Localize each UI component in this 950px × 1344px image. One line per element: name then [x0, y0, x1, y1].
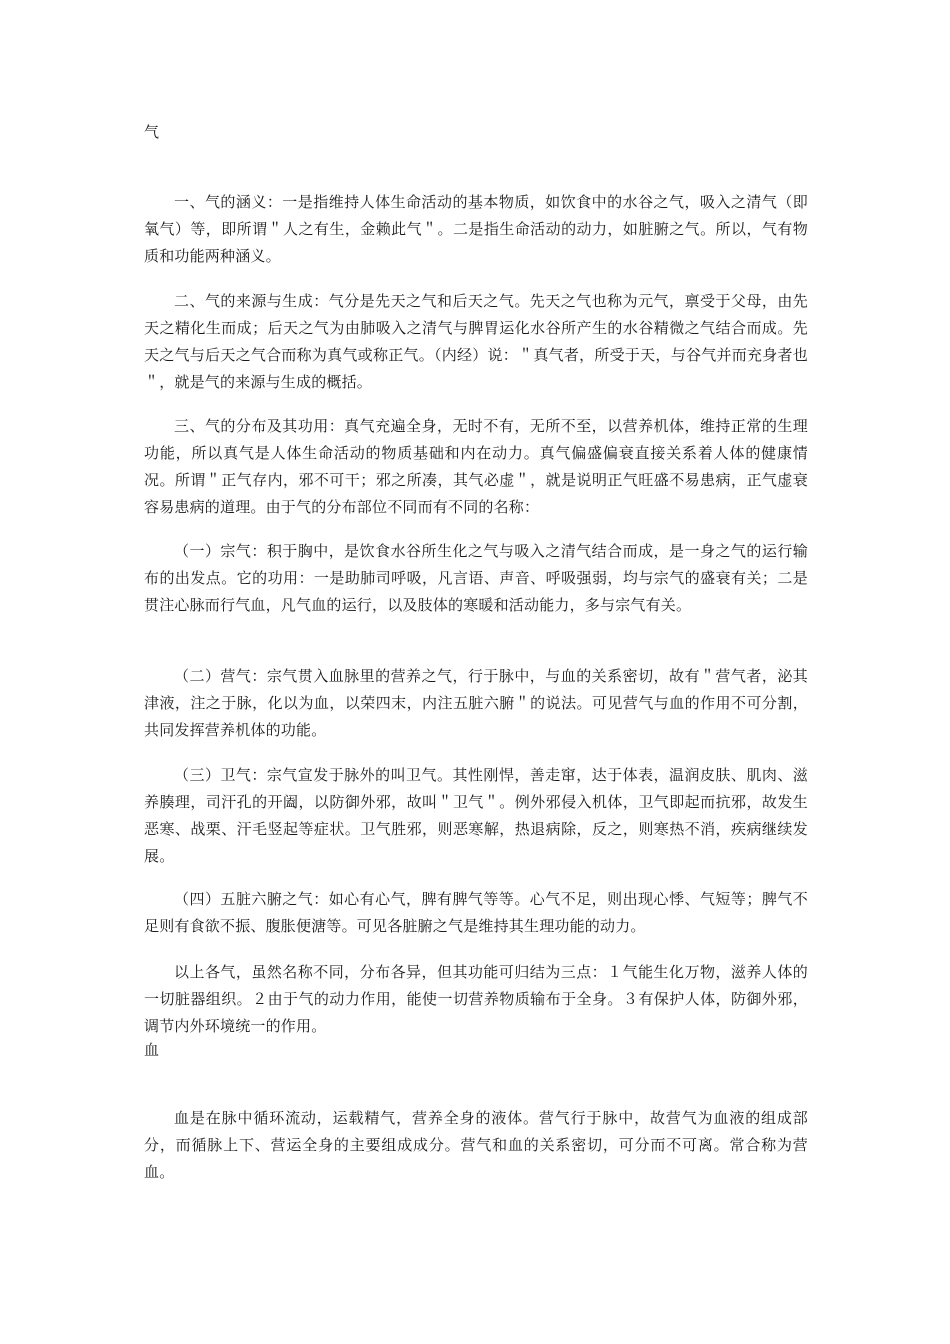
paragraph-organ-qi: （四）五脏六腑之气：如心有心气，脾有脾气等等。心气不足，则出现心悸、气短等；脾气不足则有食欲不振、腹胀便溏等。可见各脏腑之气是维持其生理功能的动力。 [144, 890, 808, 935]
section-title-blood: 血 [144, 1041, 160, 1059]
paragraph-qi-origin: 二、气的来源与生成：气分是先天之气和后天之气。先天之气也称为元气，禀受于父母，由先天之精化生而成；后天之气为由肺吸入之清气与脾胃运化水谷所产生的水谷精微之气结合而成。先天之气与后天之气合而称为真气或称正气。（内经）说：＂真气者，所受于天，与谷气并而充身者也＂，就是气的来源与生成的概括。 [144, 292, 808, 391]
paragraph-zong-qi: （一）宗气：积于胸中，是饮食水谷所生化之气与吸入之清气结合而成，是一身之气的运行输布的出发点。它的功用：一是助肺司呼吸，凡言语、声音、呼吸强弱，均与宗气的盛衰有关；二是贯注心脉而行气血，凡气血的运行，以及肢体的寒暖和活动能力，多与宗气有关。 [144, 542, 808, 614]
paragraph-qi-summary: 以上各气，虽然名称不同，分布各异，但其功能可归结为三点：１气能生化万物，滋养人体的一切脏器组织。２由于气的动力作用，能使一切营养物质输布于全身。３有保护人体，防御外邪，调节内外环境统一的作用。 [144, 963, 808, 1035]
paragraph-wei-qi: （三）卫气：宗气宣发于脉外的叫卫气。其性刚悍，善走窜，达于体表，温润皮肤、肌肉、滋养腠理，司汗孔的开阖，以防御外邪，故叫＂卫气＂。例外邪侵入机体，卫气即起而抗邪，故发生恶寒、战栗、汗毛竖起等症状。卫气胜邪，则恶寒解，热退病除，反之，则寒热不消，疾病继续发展。 [144, 766, 808, 865]
section-title-qi: 气 [144, 123, 160, 141]
paragraph-blood: 血是在脉中循环流动，运载精气，营养全身的液体。营气行于脉中，故营气为血液的组成部分，而循脉上下、营运全身的主要组成成分。营气和血的关系密切，可分而不可离。常合称为营血。 [144, 1109, 808, 1181]
paragraph-ying-qi: （二）营气：宗气贯入血脉里的营养之气，行于脉中，与血的关系密切，故有＂营气者，泌其津液，注之于脉，化以为血，以荣四末，内注五脏六腑＂的说法。可见营气与血的作用不可分割，共同发挥营养机体的功能。 [144, 667, 808, 739]
paragraph-qi-distribution: 三、气的分布及其功用：真气充遍全身，无时不有，无所不至，以营养机体，维持正常的生理功能，所以真气是人体生命活动的物质基础和内在动力。真气偏盛偏衰直接关系着人体的健康情况。所谓＂正气存内，邪不可干；邪之所凑，其气必虚＂，就是说明正气旺盛不易患病，正气虚衰容易患病的道理。由于气的分布部位不同而有不同的名称： [144, 417, 808, 516]
paragraph-qi-meaning: 一、气的涵义：一是指维持人体生命活动的基本物质，如饮食中的水谷之气，吸入之清气（即氧气）等，即所谓＂人之有生，金赖此气＂。二是指生命活动的动力，如脏腑之气。所以，气有物质和功能两种涵义。 [144, 193, 808, 265]
